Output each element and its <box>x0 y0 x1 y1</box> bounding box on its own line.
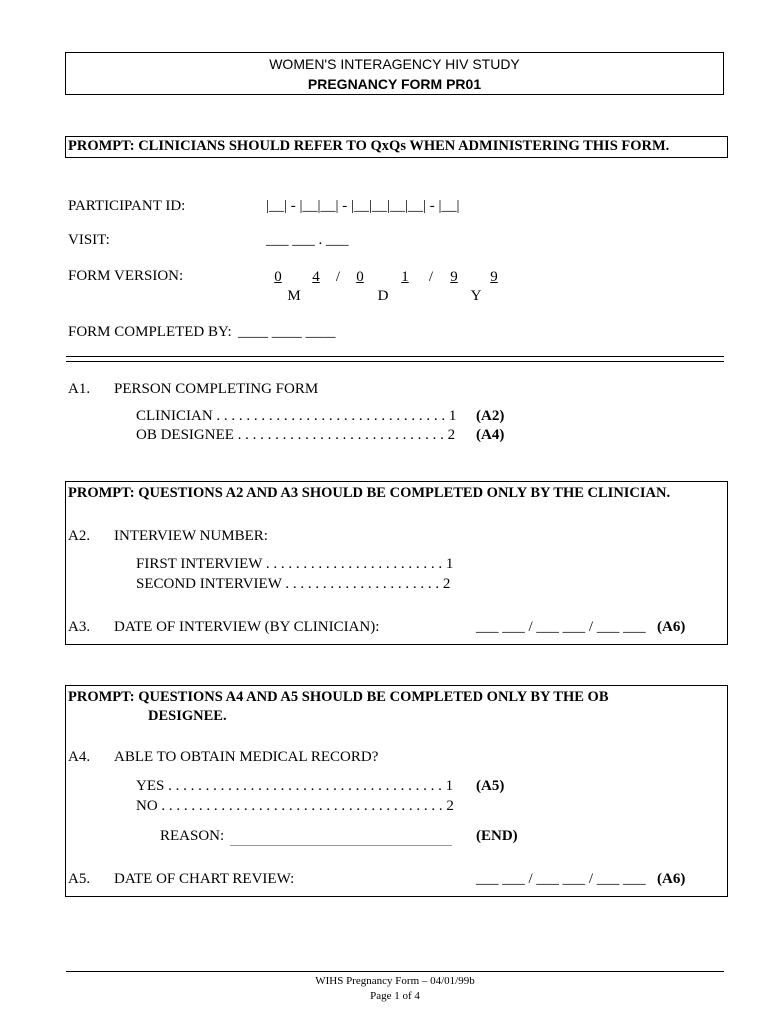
visit-field[interactable]: ___ ___ . ___ <box>266 232 349 248</box>
a5-skip: (A6) <box>657 871 686 887</box>
completed-by-field[interactable]: ____ ____ ____ <box>238 324 336 340</box>
completed-by-label: FORM COMPLETED BY: <box>68 324 232 340</box>
study-title: WOMEN'S INTERAGENCY HIV STUDY <box>269 56 520 72</box>
form-version-sep1: / <box>335 269 341 285</box>
form-version-m-label: M <box>287 288 301 304</box>
a2-number: A2. <box>68 528 91 544</box>
a3-skip: (A6) <box>657 619 686 635</box>
reason-label: REASON: <box>160 828 225 844</box>
ob-section-prompt-line2: DESIGNEE. <box>148 708 227 724</box>
reason-skip: (END) <box>476 828 518 844</box>
form-version-d1: 0 <box>356 269 364 285</box>
form-version-m1: 0 <box>274 269 282 285</box>
a4-question: ABLE TO OBTAIN MEDICAL RECORD? <box>114 749 379 765</box>
ob-section-prompt-line1: PROMPT: QUESTIONS A4 AND A5 SHOULD BE COMPLETED ONLY BY THE OB <box>68 689 609 705</box>
a4-skip-a5: (A5) <box>476 778 505 794</box>
a5-number: A5. <box>68 871 91 887</box>
prompt-main: PROMPT: CLINICIANS SHOULD REFER TO QxQs WHEN ADMINISTERING THIS FORM. <box>68 138 670 154</box>
footer-form-id: WIHS Pregnancy Form – 04/01/99b <box>315 975 475 987</box>
a4-number: A4. <box>68 749 91 765</box>
form-version-y-label: Y <box>470 288 482 304</box>
a3-date-field[interactable]: ___ ___ / ___ ___ / ___ ___ <box>476 619 646 635</box>
form-version-y1: 9 <box>450 269 458 285</box>
a2-question: INTERVIEW NUMBER: <box>114 528 268 544</box>
form-version-m2: 4 <box>312 269 320 285</box>
a2-option-second[interactable]: SECOND INTERVIEW . . . . . . . . . . . . . . . . . . . . . 2 <box>136 576 451 592</box>
a4-option-no[interactable]: NO . . . . . . . . . . . . . . . . . . . . . . . . . . . . . . . . . . . . . . 2 <box>136 798 454 814</box>
form-version-y2: 9 <box>490 269 498 285</box>
a1-skip-a2: (A2) <box>476 408 505 424</box>
a5-question: DATE OF CHART REVIEW: <box>114 871 295 887</box>
reason-input-line[interactable] <box>230 845 452 846</box>
a3-question: DATE OF INTERVIEW (BY CLINICIAN): <box>114 619 380 635</box>
a5-date-field[interactable]: ___ ___ / ___ ___ / ___ ___ <box>476 871 646 887</box>
a2-option-first[interactable]: FIRST INTERVIEW . . . . . . . . . . . . . . . . . . . . . . . . 1 <box>136 556 454 572</box>
a1-question: PERSON COMPLETING FORM <box>114 381 319 397</box>
a4-option-yes[interactable]: YES . . . . . . . . . . . . . . . . . . . . . . . . . . . . . . . . . . . . . 1 <box>136 778 454 794</box>
visit-label: VISIT: <box>68 232 110 248</box>
form-version-label: FORM VERSION: <box>68 268 184 284</box>
footer-rule <box>66 971 724 972</box>
form-version-d2: 1 <box>401 269 409 285</box>
a1-option-ob-designee[interactable]: OB DESIGNEE . . . . . . . . . . . . . . . . . . . . . . . . . . . . 2 <box>136 427 456 443</box>
a1-number: A1. <box>68 381 91 397</box>
form-version-sep2: / <box>428 269 434 285</box>
double-divider <box>66 356 724 362</box>
form-version-d-label: D <box>377 288 389 304</box>
form-title: PREGNANCY FORM PR01 <box>307 76 482 92</box>
clinician-section-prompt: PROMPT: QUESTIONS A2 AND A3 SHOULD BE COMPLETED ONLY BY THE CLINICIAN. <box>68 485 671 501</box>
a1-option-clinician[interactable]: CLINICIAN . . . . . . . . . . . . . . . . . . . . . . . . . . . . . . . 1 <box>136 408 457 424</box>
a3-number: A3. <box>68 619 91 635</box>
participant-id-field[interactable]: |__| - |__|__| - |__|__|__|__| - |__| <box>266 198 460 214</box>
participant-id-label: PARTICIPANT ID: <box>68 198 186 214</box>
a1-skip-a4: (A4) <box>476 427 505 443</box>
footer-page-number: Page 1 of 4 <box>370 990 420 1002</box>
